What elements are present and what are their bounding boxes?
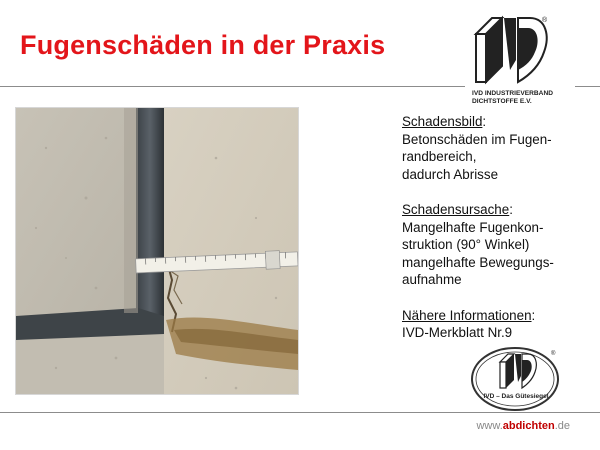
- more-info-colon: :: [531, 307, 536, 323]
- url-suffix: .de: [554, 420, 570, 432]
- org-name: [472, 90, 553, 105]
- info-panel: [402, 113, 592, 359]
- seal-label: IVD – Das Gütesiegel: [483, 393, 549, 400]
- url-prefix: www.: [476, 420, 503, 432]
- cause-line: Mangelhafte Fugenkon-: [402, 219, 544, 235]
- org-name-line2: DICHTSTOFFE E.V.: [472, 97, 532, 105]
- ivd-logo-icon: [472, 14, 552, 86]
- slide-title: Fugenschäden in der Praxis: [20, 30, 386, 60]
- cause-section: [402, 201, 592, 289]
- cause-line: struktion (90° Winkel): [402, 237, 530, 253]
- footer-divider: [0, 412, 600, 413]
- joint-damage-photo: [16, 108, 298, 394]
- ivd-seal: [470, 346, 562, 412]
- more-info-line: IVD-Merkblatt Nr.9: [402, 325, 513, 341]
- header-divider: [0, 86, 465, 87]
- cause-line: mangelhafte Bewegungs-: [402, 254, 554, 270]
- damage-section: [402, 113, 592, 183]
- ivd-seal-icon: [470, 346, 562, 412]
- cause-colon: :: [509, 201, 513, 217]
- registered-mark: ®: [542, 17, 548, 24]
- damage-line: Betonschäden im Fugen-: [402, 131, 552, 147]
- footer-url[interactable]: [476, 420, 570, 432]
- org-name-line1: IVD INDUSTRIEVERBAND: [472, 90, 553, 97]
- seal-registered-mark: ®: [551, 351, 556, 357]
- damage-line: randbereich,: [402, 149, 477, 165]
- more-info-section: [402, 307, 592, 342]
- cause-line: aufnahme: [402, 272, 462, 288]
- damage-heading: Schadensbild: [402, 114, 483, 129]
- damage-line: dadurch Abrisse: [402, 166, 499, 182]
- ivd-logo: [470, 14, 580, 106]
- url-domain: abdichten: [502, 420, 555, 432]
- more-info-heading: Nähere Informationen: [402, 307, 532, 323]
- cause-heading: Schadensursache: [402, 201, 510, 217]
- joint-damage-image: [16, 108, 298, 394]
- damage-colon: :: [482, 114, 487, 129]
